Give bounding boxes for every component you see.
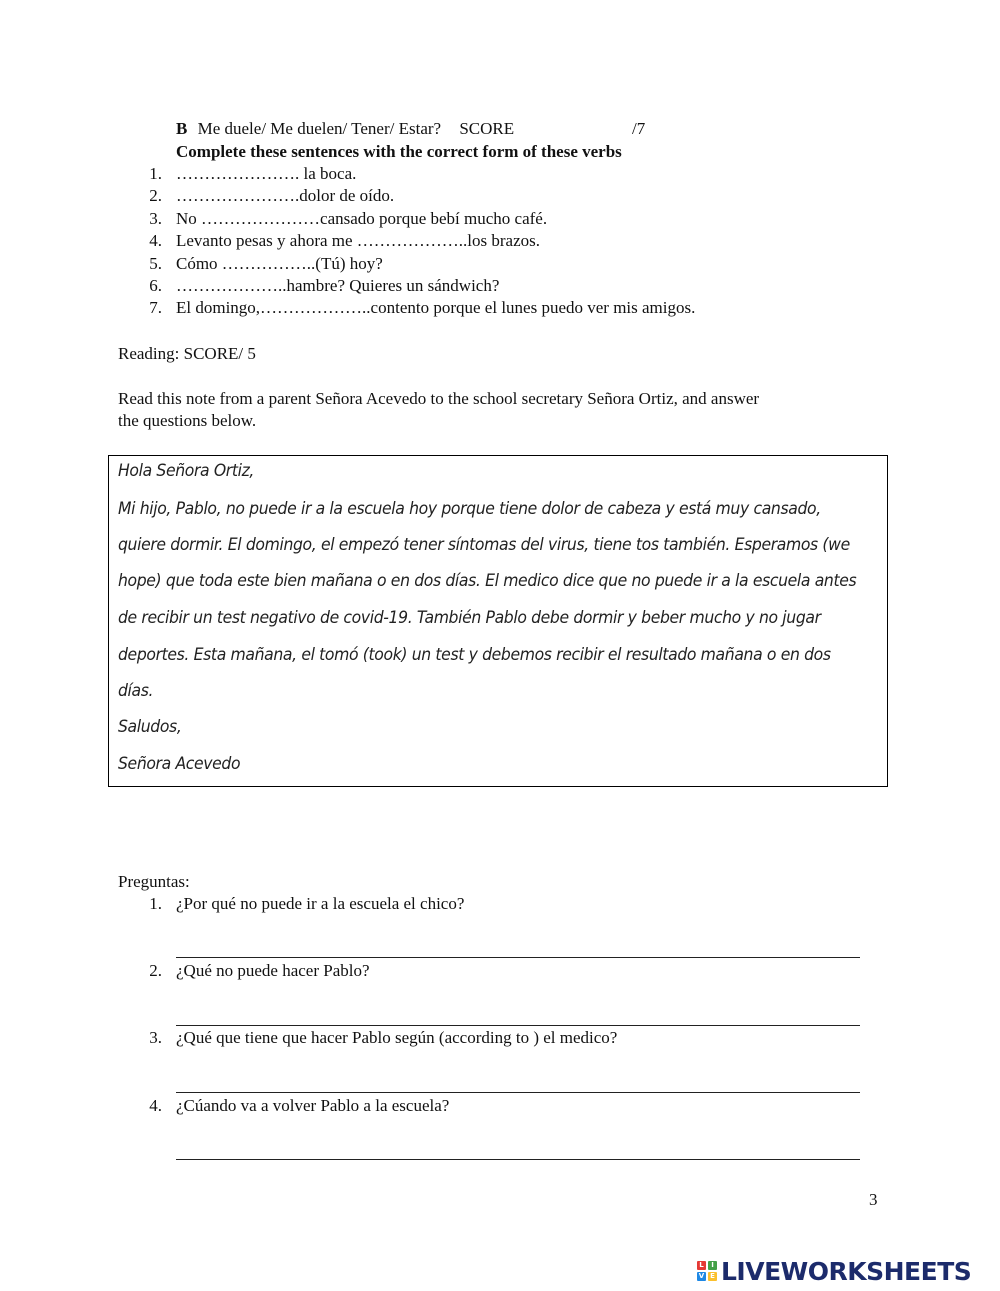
answer-line[interactable] [176, 1025, 860, 1026]
logo-mark-letter: L [697, 1261, 706, 1270]
note-line: de recibir un test negativo de covid-19. También Pablo debe dormir y beber mucho y no jugar [118, 608, 821, 628]
fill-blank-sentence: No …………………cansado porque bebí mucho café. [176, 209, 548, 228]
note-line: días. [118, 681, 154, 701]
section-b-score-total: /7 [632, 119, 646, 138]
section-b-letter: B [176, 119, 188, 138]
question-text: ¿Por qué no puede ir a la escuela el chico? [176, 894, 465, 913]
section-b-score-label: SCORE [459, 119, 515, 138]
question-number: 1. [149, 894, 162, 913]
logo-text: LIVEWORKSHEETS [721, 1256, 972, 1286]
question-number: 4. [149, 1096, 162, 1115]
fill-blank-sentence: …………………. la boca. [176, 164, 357, 183]
answer-line[interactable] [176, 957, 860, 958]
section-b-instruction: Complete these sentences with the correct form of these verbs [176, 142, 622, 161]
reading-heading: Reading: SCORE/ 5 [118, 344, 256, 363]
item-number: 7. [149, 298, 162, 317]
section-b-header [176, 119, 514, 139]
page-number: 3 [869, 1190, 878, 1209]
question-text: ¿Cúando va a volver Pablo a la escuela? [176, 1096, 450, 1115]
fill-blank-sentence: ………………..hambre? Quieres un sándwich? [176, 276, 500, 295]
question-text: ¿Qué no puede hacer Pablo? [176, 961, 370, 980]
question-number: 2. [149, 961, 162, 980]
fill-blank-sentence: Levanto pesas y ahora me ………………..los brazos. [176, 231, 540, 250]
logo-mark-letter: E [708, 1272, 717, 1281]
fill-blank-sentence: El domingo,………………..contento porque el lunes puedo ver mis amigos. [176, 298, 696, 317]
note-line: quiere dormir. El domingo, el empezó tener síntomas del virus, tiene tos también. Esperamos (we [118, 535, 850, 555]
answer-line[interactable] [176, 1159, 860, 1160]
item-number: 2. [149, 186, 162, 205]
question-number: 3. [149, 1028, 162, 1047]
item-number: 4. [149, 231, 162, 250]
reading-intro-line-2: the questions below. [118, 411, 257, 430]
reading-intro-line-1: Read this note from a parent Señora Acevedo to the school secretary Señora Ortiz, and answer [118, 389, 760, 408]
liveworksheets-logo [697, 1257, 971, 1285]
note-line: Mi hijo, Pablo, no puede ir a la escuela hoy porque tiene dolor de cabeza y está muy cansado, [118, 499, 821, 519]
logo-mark-letter: I [708, 1261, 717, 1270]
questions-heading: Preguntas: [118, 872, 190, 891]
note-closing: Saludos, [118, 717, 182, 737]
item-number: 3. [149, 209, 162, 228]
note-line: hope) que toda este bien mañana o en dos días. El medico dice que no puede ir a la escuela antes [118, 571, 857, 591]
logo-mark-icon [697, 1261, 717, 1281]
fill-blank-sentence: ………………….dolor de oído. [176, 186, 395, 205]
item-number: 5. [149, 254, 162, 273]
answer-line[interactable] [176, 1092, 860, 1093]
note-greeting: Hola Señora Ortiz, [118, 461, 255, 481]
fill-blank-sentence: Cómo ……………..(Tú) hoy? [176, 254, 383, 273]
question-text: ¿Qué que tiene que hacer Pablo según (according to ) el medico? [176, 1028, 618, 1047]
note-signature: Señora Acevedo [118, 754, 241, 774]
item-number: 1. [149, 164, 162, 183]
note-line: deportes. Esta mañana, el tomó (took) un test y debemos recibir el resultado mañana o en dos [118, 645, 831, 665]
section-b-title: Me duele/ Me duelen/ Tener/ Estar? [197, 119, 442, 138]
item-number: 6. [149, 276, 162, 295]
logo-mark-letter: V [698, 1272, 705, 1280]
